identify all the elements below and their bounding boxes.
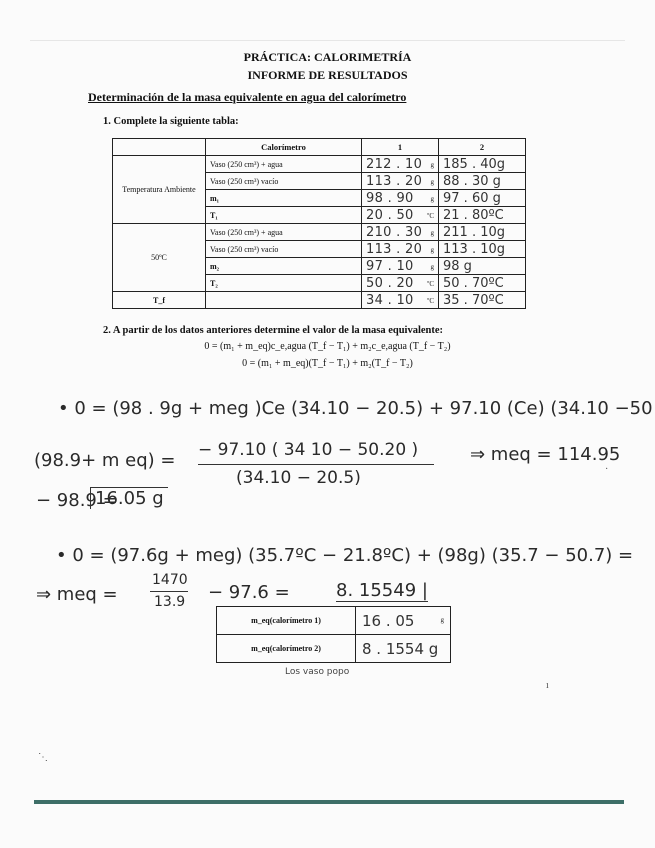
handwritten-fraction2-numerator: 1470 <box>152 572 188 588</box>
group-label-50c: 50ºC <box>113 224 206 292</box>
cell-col2: 88 . 30 g <box>439 173 526 190</box>
row-label: Vaso (250 cm³) vacío <box>206 173 362 190</box>
handwritten-fraction2-denominator: 13.9 <box>154 594 186 610</box>
handwritten-line-2-right: ⇒ meq = 114.95 <box>470 444 621 465</box>
handwritten-line-3-left: − 98.9 = <box>36 490 118 511</box>
equation-2: 0 = (m₁ + m_eq)(T_f − T₁) + m₂(T_f − T₂) <box>242 358 413 369</box>
cell-value: 113 . 20 <box>366 173 423 189</box>
cell-col1 <box>362 156 439 173</box>
cell-unit: g <box>430 228 434 237</box>
cell-unit: g <box>430 160 434 169</box>
cell-value: 50 . 20 <box>366 275 414 291</box>
result-value: 8 . 1554 g <box>356 635 451 663</box>
page-edge-bottom <box>34 800 624 804</box>
table-row <box>217 635 451 663</box>
table-row <box>113 224 526 241</box>
question-1: 1. Complete la siguiente tabla: <box>103 116 239 127</box>
row-label: m₂ <box>206 258 362 275</box>
handwritten-fraction-denominator: (34.10 − 20.5) <box>236 468 361 488</box>
cell-unit: g <box>430 262 434 271</box>
handwritten-note: Los vaso popo <box>285 667 350 677</box>
group-label-ambient: Temperatura Ambiente <box>113 156 206 224</box>
equation-1: 0 = (m₁ + m_eq)c_e,agua (T_f − T₁) + m₂c_e,agua (T_f − T₂) <box>204 341 451 352</box>
table-header-empty <box>113 139 206 156</box>
boxed-result-1: 16.05 g <box>90 487 168 509</box>
cell-col2: 21 . 80ºC <box>439 207 526 224</box>
cell-value: 97 . 10 <box>366 258 414 274</box>
data-table <box>112 138 526 309</box>
cell-value: 98 . 90 <box>366 190 414 206</box>
cell-value: 212 . 10 <box>366 156 423 172</box>
handwritten-line-1: • 0 = (98 . 9g + meg )Ce (34.10 − 20.5) + 97.10 (Ce) (34.10 −50 <box>58 398 653 419</box>
stray-mark: ⋱ <box>38 752 48 763</box>
handwritten-line-5-left: ⇒ meq = <box>36 584 118 605</box>
row-label: Vaso (250 cm³) + agua <box>206 156 362 173</box>
cell-col1 <box>362 173 439 190</box>
cell-col1 <box>362 292 439 309</box>
table-row-tf <box>113 292 526 309</box>
result-label: m_eq(calorímetro 2) <box>217 635 356 663</box>
document-title: PRÁCTICA: CALORIMETRÍA <box>243 50 412 64</box>
result-number: 16 . 05 <box>362 611 415 630</box>
handwritten-line-2-left: (98.9+ m eq) = <box>34 450 176 471</box>
cell-value: 113 . 20 <box>366 241 423 257</box>
fraction-bar <box>198 464 434 465</box>
cell-value: 20 . 50 <box>366 207 414 223</box>
row-label: Vaso (250 cm³) + agua <box>206 224 362 241</box>
cell-col2: 35 . 70ºC <box>439 292 526 309</box>
fraction-bar-2 <box>150 591 188 592</box>
cell-col2: 185 . 40g <box>439 156 526 173</box>
table-row <box>113 156 526 173</box>
stray-mark: · <box>605 464 609 475</box>
cell-unit: ºC <box>427 211 434 220</box>
cell-col2: 97 . 60 g <box>439 190 526 207</box>
cell-unit: ºC <box>427 279 434 288</box>
table-row <box>217 607 451 635</box>
results-table <box>216 606 451 663</box>
cell-col1 <box>362 241 439 258</box>
section-heading: Determinación de la masa equivalente en agua del calorímetro <box>88 90 407 104</box>
cell-col1 <box>362 207 439 224</box>
cell-col1 <box>362 190 439 207</box>
result-value <box>356 607 451 635</box>
row-label: T₂ <box>206 275 362 292</box>
table-header-col1: 1 <box>362 139 439 156</box>
cell-col2: 98 g <box>439 258 526 275</box>
row-label: m₁ <box>206 190 362 207</box>
table-header-col2: 2 <box>439 139 526 156</box>
handwritten-line-5-mid: − 97.6 = <box>208 582 290 603</box>
cell-unit: g <box>430 245 434 254</box>
cell-col1 <box>362 224 439 241</box>
cell-col2: 50 . 70ºC <box>439 275 526 292</box>
tf-label: T_f <box>113 292 206 309</box>
cell-unit: g <box>430 177 434 186</box>
cell-col2: 211 . 10g <box>439 224 526 241</box>
cell-unit: ºC <box>427 296 434 305</box>
handwritten-result-2: 8. 15549 | <box>336 580 428 601</box>
cell-unit: g <box>430 194 434 203</box>
row-label: Vaso (250 cm³) vacío <box>206 241 362 258</box>
result-label: m_eq(calorímetro 1) <box>217 607 356 635</box>
cell-col1 <box>362 275 439 292</box>
handwritten-fraction-numerator: − 97.10 ( 34 10 − 50.20 ) <box>198 440 419 460</box>
page-edge-top <box>30 40 625 41</box>
table-header-row <box>113 139 526 156</box>
document-subtitle: INFORME DE RESULTADOS <box>247 68 408 82</box>
table-header-calorimetro: Calorímetro <box>206 139 362 156</box>
result-unit: g <box>440 615 444 624</box>
row-label-empty <box>206 292 362 309</box>
handwritten-line-4: • 0 = (97.6g + meg) (35.7ºC − 21.8ºC) + (98g) (35.7 − 50.7) = <box>56 545 634 566</box>
cell-col1 <box>362 258 439 275</box>
stray-mark: ı <box>546 680 549 691</box>
cell-value: 210 . 30 <box>366 224 423 240</box>
row-label: T₁ <box>206 207 362 224</box>
cell-value: 34 . 10 <box>366 292 414 308</box>
cell-col2: 113 . 10g <box>439 241 526 258</box>
question-2: 2. A partir de los datos anteriores determine el valor de la masa equivalente: <box>103 325 444 336</box>
